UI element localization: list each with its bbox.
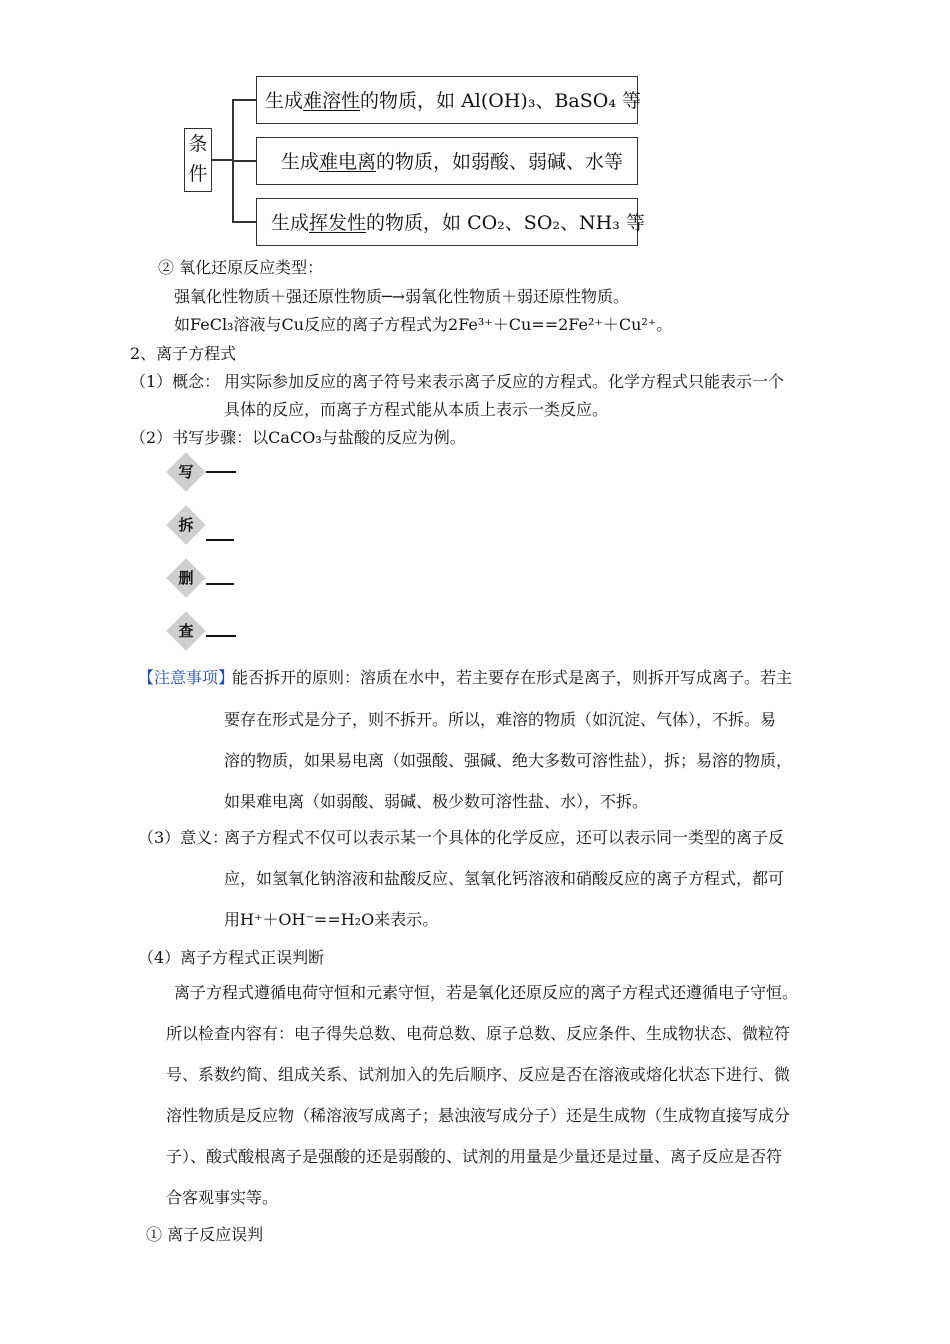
meaning-line: 应，如氢氧化钠溶液和盐酸反应、氢氧化钙溶液和硝酸反应的离子方程式，都可 [224,869,785,888]
redox-example: 如FeCl₃溶液与Cu反应的离子方程式为2Fe³⁺＋Cu==2Fe²⁺＋Cu²⁺。 [174,315,673,334]
meaning-label: （3）意义： [138,828,229,847]
note-line: 溶的物质，如果易电离（如强酸、强碱、绝大多数可溶性盐），拆；易溶的物质， [224,751,793,770]
note-label: 【注意事项】 [138,668,235,687]
meaning-line: 离子方程式不仅可以表示某一个具体的化学反应，还可以表示同一类型的离子反 [224,828,785,847]
meaning-line: 用H⁺＋OH⁻==H₂O来表示。 [224,910,439,929]
concept-label: （1）概念： [130,372,221,391]
redox-rule: 强氧化性物质＋强还原性物质─→弱氧化性物质＋弱还原性物质。 [174,287,630,306]
judge-line: 所以检查内容有：电子得失总数、电荷总数、原子总数、反应条件、生成物状态、微粒符 [166,1024,791,1043]
blank-line [206,635,236,637]
judge-line: 离子方程式遵循电荷守恒和元素守恒，若是氧化还原反应的离子方程式还遵循电子守恒。 [174,983,799,1002]
judge-line: 溶性物质是反应物（稀溶液写成离子；悬浊液写成分子）还是生成物（生成物直接写成分 [166,1106,791,1125]
judge-line: 子）、酸式酸根离子是强酸的还是弱酸的、试剂的用量是少量还是过量、离子反应是否符 [166,1147,783,1166]
step-delete: 删 [166,558,206,598]
redox-heading: ② 氧化还原反应类型： [158,258,324,277]
condition-box-weak-electrolyte: 生成难电离的物质，如弱酸、弱碱、水等 [256,137,638,185]
condition-box-insoluble: 生成难溶性的物质，如 Al(OH)₃、BaSO₄ 等 [256,76,638,124]
judge-line: 合客观事实等。 [166,1188,279,1207]
blank-line [206,583,234,585]
judge-subheading: ① 离子反应误判 [146,1225,264,1244]
concept-line: 用实际参加反应的离子符号来表示离子反应的方程式。化学方程式只能表示一个 [224,372,785,391]
step-check: 查 [166,611,206,651]
condition-box-volatile: 生成挥发性的物质，如 CO₂、SO₂、NH₃ 等 [256,198,638,246]
section-title: 2、离子方程式 [130,344,237,363]
judge-title: （4）离子方程式正误判断 [138,948,325,967]
judge-line: 号、系数约简、组成关系、试剂加入的先后顺序、反应是否在溶液或熔化状态下进行、微 [166,1065,791,1084]
note-line: 能否拆开的原则：溶质在水中，若主要存在形式是离子，则拆开写成离子。若主 [232,668,793,687]
note-line: 如果难电离（如弱酸、弱碱、极少数可溶性盐、水），不拆。 [224,792,649,811]
note-line: 要存在形式是分子，则不拆开。所以，难溶的物质（如沉淀、气体），不拆。易 [224,710,777,729]
blank-line [206,471,236,473]
step-write: 写 [166,452,206,492]
connector-line [232,160,256,162]
concept-line: 具体的反应，而离子方程式能从本质上表示一类反应。 [224,400,609,419]
conditions-label: 条 件 [184,128,212,192]
step-split: 拆 [166,505,206,545]
connector-line [232,99,256,101]
connector-line [211,159,233,161]
steps-label: （2）书写步骤：以CaCO₃与盐酸的反应为例。 [130,428,466,447]
blank-line [206,539,234,541]
connector-line [232,221,256,223]
